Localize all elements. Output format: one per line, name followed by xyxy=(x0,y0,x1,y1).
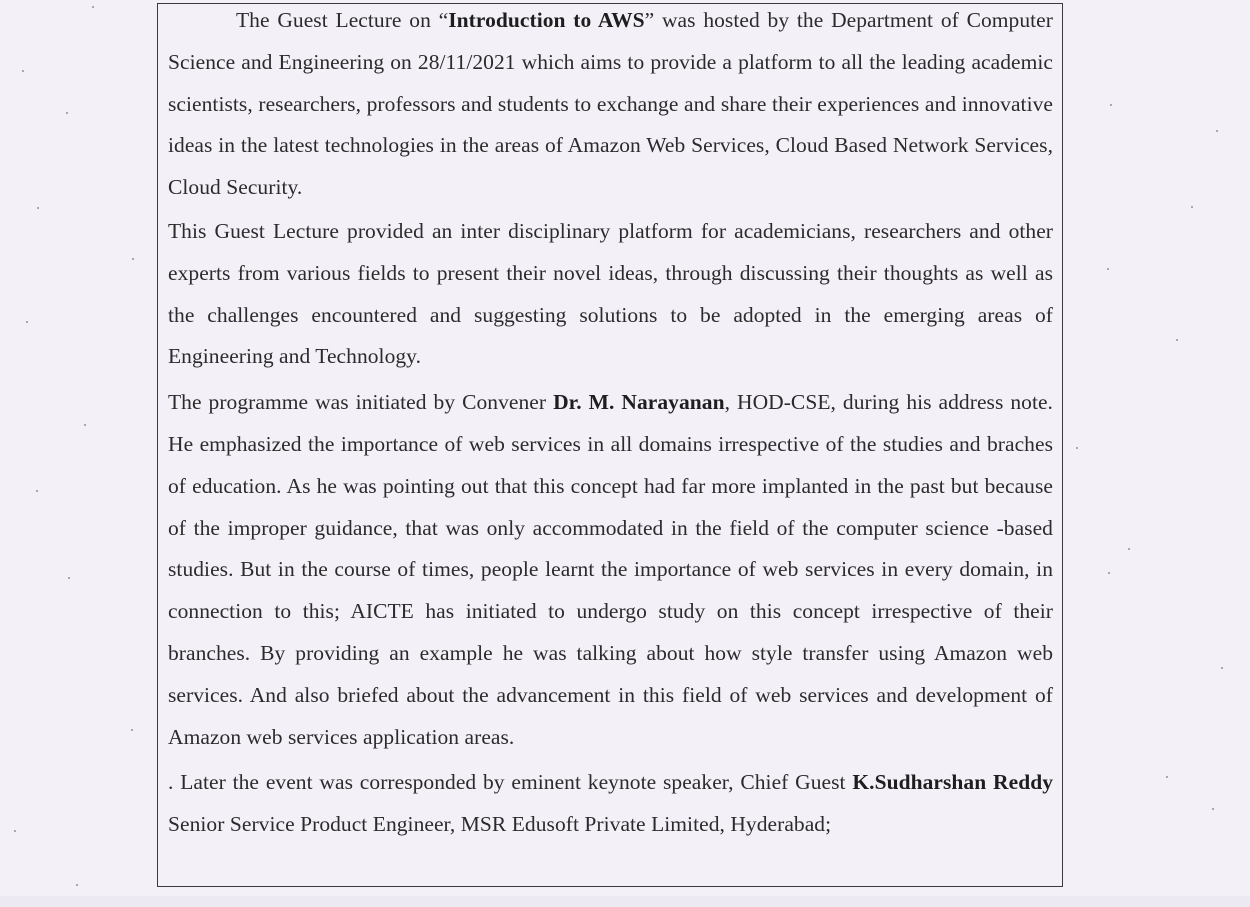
scan-speck xyxy=(66,112,68,114)
chief-guest-name: K.Sudharshan Reddy xyxy=(852,770,1054,795)
scan-speck xyxy=(22,70,24,72)
programme-text-start: The programme was initiated by Convener xyxy=(168,390,554,415)
paragraph-platform: This Guest Lecture provided an inter disciplinary platform for academicians, researchers and other experts from various fields to present their novel ideas, through discussing their thoughts as well as the challenges encountered and suggesting solutions to be adopted in the emerging areas of Engineering and Technology. xyxy=(168,218,1053,369)
scan-speck xyxy=(1128,548,1130,550)
scan-speck xyxy=(26,321,28,323)
paragraph-intro xyxy=(168,0,1053,209)
scan-speck xyxy=(1107,268,1109,270)
scan-speck xyxy=(1212,808,1214,810)
intro-text-start: The Guest Lecture on “ xyxy=(236,8,449,32)
scan-speck xyxy=(76,884,78,886)
keynote-text-start: . Later the event was corresponded by eminent keynote speaker, Chief Guest xyxy=(168,770,853,795)
scan-bottom-edge xyxy=(0,896,1250,907)
scan-speck xyxy=(14,830,16,832)
keynote-text-end: Senior Service Product Engineer, MSR Edusoft Private Limited, Hyderabad; xyxy=(168,812,832,837)
lecture-title: Introduction to AWS xyxy=(448,8,645,32)
scan-speck xyxy=(92,6,94,8)
paragraph-programme xyxy=(168,382,1053,758)
scan-speck xyxy=(1108,572,1110,574)
intro-text-end: ” was hosted by the Department of Computer Science and Engineering on 28/11/2021 which aims to provide a platform to all the leading academic scientists, researchers, professors and students to exchange and share their experiences and innovative ideas in the latest technologies in the areas of Amazon Web Services, Cloud Based Network Services, Cloud Security. xyxy=(168,8,1053,200)
scan-speck xyxy=(1176,339,1178,341)
report-body xyxy=(168,0,1053,846)
scan-speck xyxy=(36,490,38,492)
scan-speck xyxy=(68,577,70,579)
scan-speck xyxy=(1216,130,1218,132)
scan-speck xyxy=(1110,104,1112,106)
scan-speck xyxy=(84,424,86,426)
programme-text-end: , HOD-CSE, during his address note. He emphasized the importance of web services in all domains irrespective of the studies and braches of education. As he was pointing out that this concept had far more implanted in the past but because of the improper guidance, that was only accommodated in the field of the computer science -based studies. But in the course of times, people learnt the importance of web services in every domain, in connection to this; AICTE has initiated to undergo study on this concept irrespective of their branches. By providing an example he was talking about how style transfer using Amazon web services. And also briefed about the advancement in this field of web services and development of Amazon web services application areas. xyxy=(168,390,1053,749)
scan-speck xyxy=(1076,447,1078,449)
scan-speck xyxy=(1166,776,1168,778)
scan-speck xyxy=(131,729,133,731)
scan-speck xyxy=(37,207,39,209)
scan-speck xyxy=(132,258,134,260)
paragraph-keynote xyxy=(168,762,1053,846)
scan-speck xyxy=(1221,667,1223,669)
scan-speck xyxy=(1191,206,1193,208)
convener-name: Dr. M. Narayanan xyxy=(553,390,725,415)
